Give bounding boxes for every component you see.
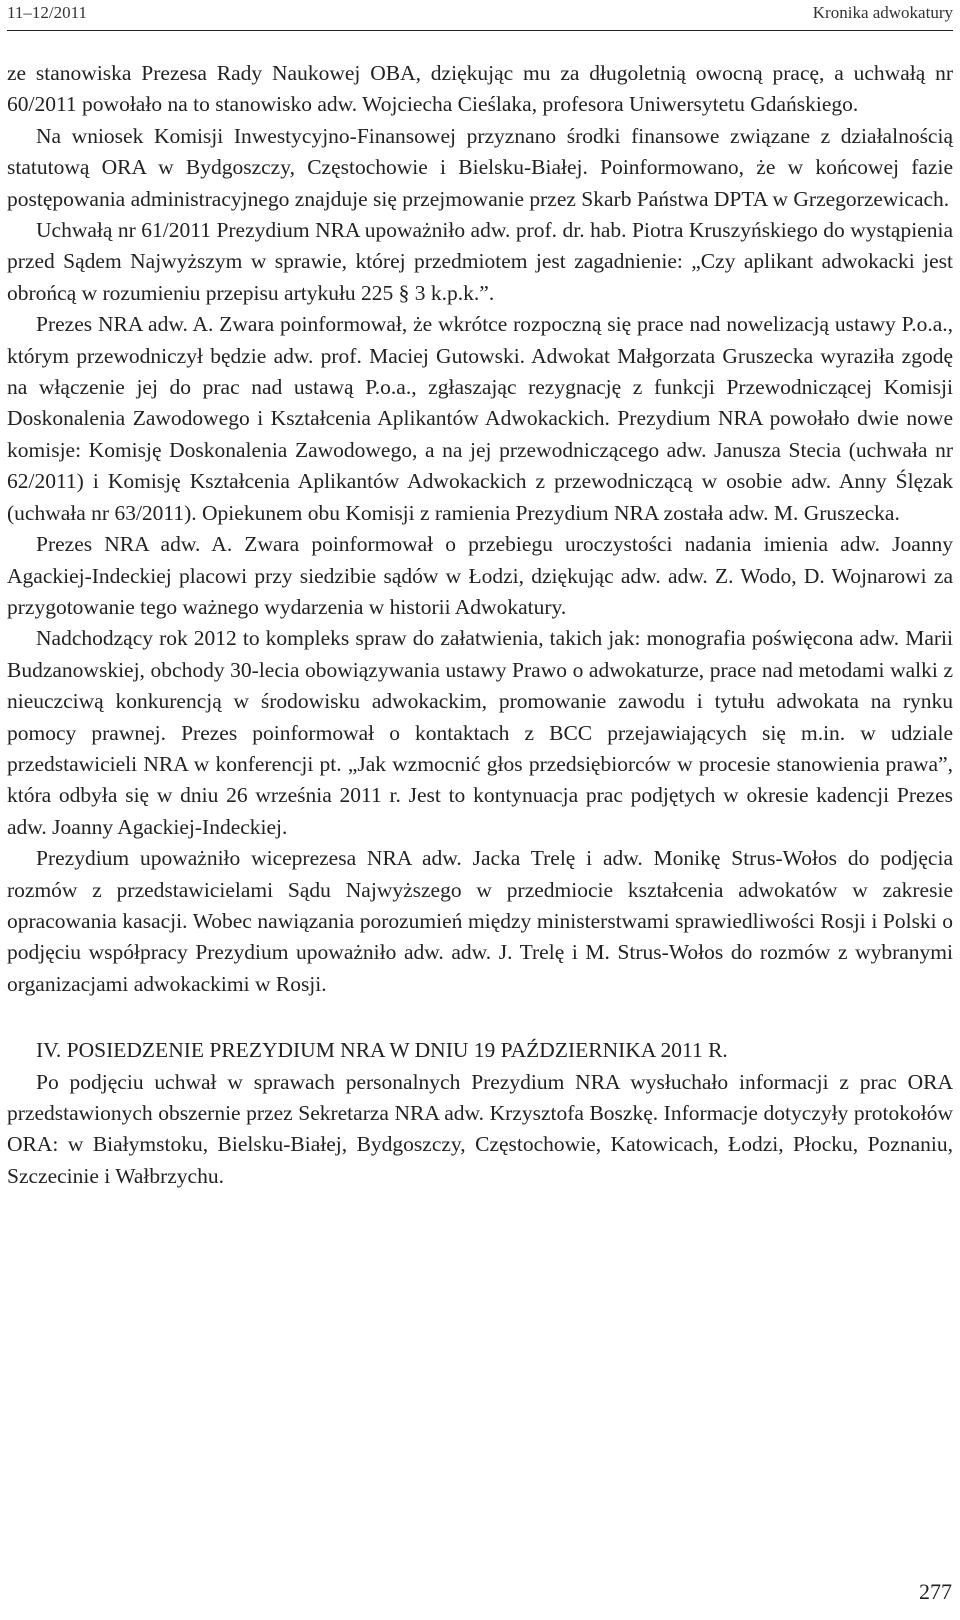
section-heading: IV. POSIEDZENIE PREZYDIUM NRA W DNIU 19 PAŹDZIERNIKA 2011 R. bbox=[36, 1038, 728, 1063]
issue-number: 11–12/2011 bbox=[7, 3, 87, 22]
article-body bbox=[7, 58, 953, 1192]
document-page bbox=[7, 0, 953, 1620]
paragraph: Prezes NRA adw. A. Zwara poinformował, że wkrótce rozpoczną się prace nad nowelizacją ustawy P.o.a., którym przewodniczył będzie adw. prof. Maciej Gutowski. Adwokat Małgorzata Gruszecka wyraziła zgodę na włączenie jej do prac nad ustawą P.o.a., zgłaszając rezygnację z funkcji Przewodniczącej Komisji Doskonalenia Zawodowego i Kształcenia Aplikantów Adwokackich. Prezydium NRA powołało dwie nowe komisje: Komisję Doskonalenia Zawodowego, a na jej przewodniczącego adw. Janusza Stecia (uchwała nr 62/2011) i Komisję Kształcenia Aplikantów Adwokackich z przewodniczącą w osobie adw. Anny Ślęzak (uchwała nr 63/2011). Opiekunem obu Komisji z ramienia Prezydium NRA została adw. M. Gruszecka. bbox=[7, 312, 953, 525]
paragraph: Nadchodzący rok 2012 to kompleks spraw do załatwienia, takich jak: monografia poświęcona adw. Marii Budzanowskiej, obchody 30-lecia obowiązywania ustawy Prawo o adwokaturze, prace nad metodami walki z nieuczciwą konkurencją w środowisku adwokackim, promowanie zawodu i tytułu adwokata na rynku pomocy prawnej. Prezes poinformował o kontaktach z BCC przejawiających się m.in. w udziale przedstawicieli NRA w konferencji pt. „Jak wzmocnić głos przedsiębiorców w procesie stanowienia prawa”, która odbyła się w dniu 26 września 2011 r. Jest to kontynuacja prac podjętych w okresie kadencji Prezes adw. Joanny Agackiej-Indeckiej. bbox=[7, 626, 953, 839]
journal-section-title: Kronika adwokatury bbox=[812, 3, 953, 22]
header-divider bbox=[7, 30, 953, 31]
running-header bbox=[7, 2, 953, 28]
paragraph: Prezydium upoważniło wiceprezesa NRA adw. Jacka Trelę i adw. Monikę Strus-Wołos do podjęcia rozmów z przedstawicielami Sądu Najwyższego w przedmiocie kształcenia adwokatów w zakresie opracowania kasacji. Wobec nawiązania porozumień między ministerstwami sprawiedliwości Rosji i Polski o podjęciu współpracy Prezydium upoważniło adw. adw. J. Trelę i M. Strus-Wołos do rozmów z wybranymi organizacjami adwokackimi w Rosji. bbox=[7, 846, 953, 996]
paragraph: Prezes NRA adw. A. Zwara poinformował o przebiegu uroczystości nadania imienia adw. Joanny Agackiej-Indeckiej placowi przy siedzibie sądów w Łodzi, dziękując adw. adw. Z. Wodo, D. Wojnarowi za przygotowanie tego ważnego wydarzenia w historii Adwokatury. bbox=[7, 532, 953, 619]
paragraph: Po podjęciu uchwał w sprawach personalnych Prezydium NRA wysłuchało informacji z prac ORA przedstawionych obszernie przez Sekretarza NRA adw. Krzysztofa Boszkę. Informacje dotyczyły protokołów ORA: w Białymstoku, Bielsku-Białej, Bydgoszczy, Częstochowie, Katowicach, Łodzi, Płocku, Poznaniu, Szczecinie i Wałbrzychu. bbox=[7, 1069, 953, 1188]
paragraph: Uchwałą nr 61/2011 Prezydium NRA upoważniło adw. prof. dr. hab. Piotra Kruszyńskiego do wystąpienia przed Sądem Najwyższym w sprawie, której przedmiotem jest zagadnienie: „Czy aplikant adwokacki jest obrońcą w rozumieniu przepisu artykułu 225 § 3 k.p.k.”. bbox=[7, 218, 953, 305]
paragraph: Na wniosek Komisji Inwestycyjno-Finansowej przyznano środki finansowe związane z działalnością statutową ORA w Bydgoszczy, Częstochowie i Bielsku-Białej. Poinformowano, że w końcowej fazie postępowania administracyjnego znajduje się przejmowanie przez Skarb Państwa DPTA w Grzegorzewicach. bbox=[7, 123, 953, 211]
page-number: 277 bbox=[919, 1579, 952, 1604]
paragraph-continued: ze stanowiska Prezesa Rady Naukowej OBA, dziękując mu za długoletnią owocną pracę, a uchwałą nr 60/2011 powołało na to stanowisko adw. Wojciecha Cieślaka, profesora Uniwersytetu Gdańskiego. bbox=[7, 61, 953, 117]
